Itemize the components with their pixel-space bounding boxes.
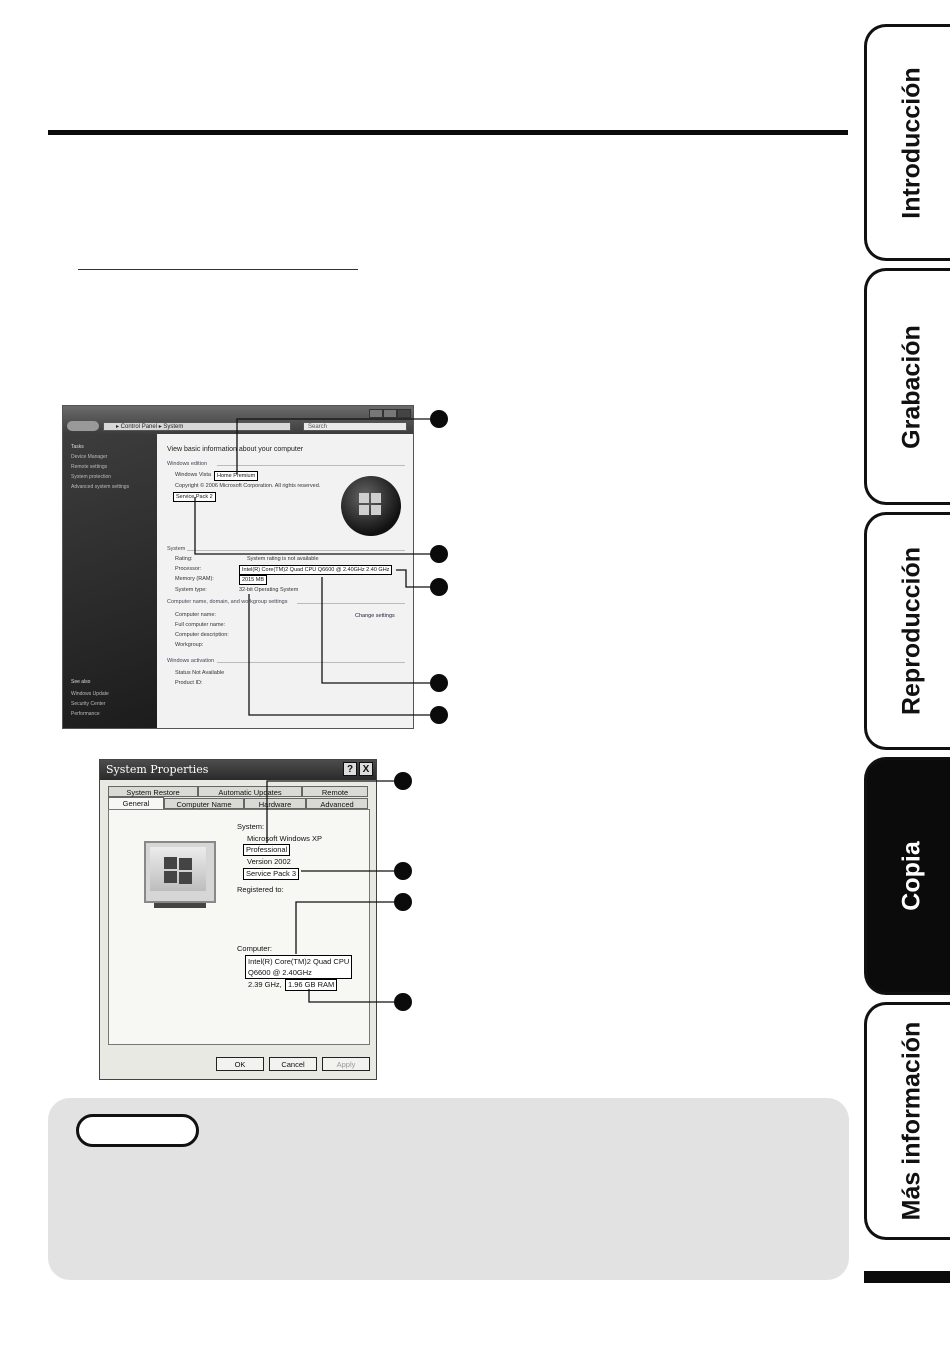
computer-label: Computer: bbox=[237, 944, 273, 953]
help-icon[interactable]: ? bbox=[343, 762, 357, 776]
tab-system-restore[interactable]: System Restore bbox=[108, 786, 198, 797]
tab-introduccion[interactable] bbox=[864, 24, 950, 261]
close-icon[interactable] bbox=[397, 409, 411, 418]
divider bbox=[187, 550, 405, 551]
tab-label: Reproducción bbox=[897, 546, 925, 716]
system-type-value: 32-bit Operating System bbox=[239, 587, 299, 593]
sidebar-item-performance[interactable]: Performance bbox=[71, 711, 100, 717]
vista-title-bar bbox=[63, 406, 413, 434]
windows-logo-icon bbox=[341, 476, 401, 536]
callout-marker bbox=[430, 674, 448, 692]
callout-marker bbox=[430, 545, 448, 563]
close-icon[interactable]: X bbox=[359, 762, 373, 776]
tab-general[interactable]: General bbox=[108, 797, 164, 810]
cpu-line-1: Intel(R) Core(TM)2 Quad CPU bbox=[248, 957, 350, 966]
maximize-icon[interactable] bbox=[383, 409, 397, 418]
registered-label: Registered to: bbox=[237, 885, 284, 894]
tab-label: Copia bbox=[897, 841, 925, 911]
address-bar[interactable]: ▸ Control Panel ▸ System bbox=[103, 422, 291, 431]
search-input[interactable]: Search bbox=[303, 422, 407, 431]
vista-system-screenshot bbox=[62, 405, 414, 729]
callout-marker bbox=[430, 410, 448, 428]
tab-copia[interactable] bbox=[864, 757, 950, 995]
workgroup-label: Workgroup: bbox=[175, 642, 204, 648]
cpu-speed: 2.39 GHz, bbox=[248, 980, 282, 989]
description-label: Computer description: bbox=[175, 632, 229, 638]
tab-hardware[interactable]: Hardware bbox=[244, 798, 306, 809]
callout-marker bbox=[394, 862, 412, 880]
callout-marker bbox=[430, 706, 448, 724]
activation-heading: Windows activation bbox=[167, 658, 215, 664]
computer-name-label: Computer name: bbox=[175, 612, 216, 618]
top-rule bbox=[48, 130, 848, 135]
sidebar-item-device-manager[interactable]: Device Manager bbox=[71, 454, 108, 460]
system-label: System: bbox=[237, 822, 265, 831]
tab-computer-name[interactable]: Computer Name bbox=[164, 798, 244, 809]
tab-bar bbox=[864, 1271, 950, 1283]
windows-flag-icon bbox=[359, 493, 383, 517]
back-forward-icon[interactable] bbox=[67, 421, 99, 431]
cpu-box bbox=[245, 955, 352, 979]
divider bbox=[297, 603, 405, 604]
edition-label: Windows Vista bbox=[175, 472, 211, 478]
callout-marker bbox=[394, 772, 412, 790]
change-settings-link[interactable]: Change settings bbox=[355, 613, 395, 619]
edition-value: Home Premium bbox=[214, 471, 258, 481]
processor-value: Intel(R) Core(TM)2 Quad CPU Q6600 @ 2.40GHz 2.40 GHz bbox=[239, 565, 392, 575]
apply-button[interactable]: Apply bbox=[322, 1057, 370, 1071]
subheading-rule bbox=[78, 269, 358, 270]
monitor-base bbox=[154, 903, 206, 908]
note-label-pill bbox=[76, 1114, 199, 1147]
divider bbox=[217, 465, 405, 466]
copyright-text: Copyright © 2006 Microsoft Corporation. All rights reserved. bbox=[175, 483, 321, 489]
ok-button[interactable]: OK bbox=[216, 1057, 264, 1071]
system-type-label: System type: bbox=[175, 587, 207, 593]
sidebar-item-windows-update[interactable]: Windows Update bbox=[71, 691, 109, 697]
window-title: System Properties bbox=[106, 763, 209, 776]
tab-mas-informacion[interactable] bbox=[864, 1002, 950, 1240]
callout-marker bbox=[394, 893, 412, 911]
callout-marker bbox=[394, 993, 412, 1011]
edition-heading: Windows edition bbox=[167, 461, 208, 467]
tab-reproduccion[interactable] bbox=[864, 512, 950, 750]
product-id-label: Product ID: bbox=[175, 680, 203, 686]
divider bbox=[217, 662, 405, 663]
cpu-line-2: Q6600 @ 2.40GHz bbox=[248, 968, 312, 977]
memory-value: 2015 MB bbox=[239, 575, 267, 585]
xp-system-properties-screenshot bbox=[99, 759, 377, 1080]
system-heading: System bbox=[167, 546, 186, 552]
rating-value[interactable]: System rating is not available bbox=[247, 556, 319, 562]
os-name: Microsoft Windows XP bbox=[247, 834, 323, 843]
sidebar-item-advanced-settings[interactable]: Advanced system settings bbox=[71, 484, 130, 490]
vista-service-pack: Service Pack 2 bbox=[173, 492, 216, 502]
computer-name-heading: Computer name, domain, and workgroup settings bbox=[167, 599, 288, 605]
os-version: Version 2002 bbox=[247, 857, 291, 866]
see-also-heading: See also bbox=[71, 679, 91, 685]
os-edition: Professional bbox=[243, 844, 290, 856]
sidebar-item-system-protection[interactable]: System protection bbox=[71, 474, 112, 480]
xp-title-bar bbox=[100, 760, 376, 780]
sidebar-item-remote-settings[interactable]: Remote settings bbox=[71, 464, 108, 470]
tab-label: Introducción bbox=[897, 66, 925, 219]
callout-marker bbox=[430, 578, 448, 596]
activation-status: Status Not Available bbox=[175, 670, 225, 676]
cancel-button[interactable]: Cancel bbox=[269, 1057, 317, 1071]
tab-remote[interactable]: Remote bbox=[302, 786, 368, 797]
tab-automatic-updates[interactable]: Automatic Updates bbox=[198, 786, 302, 797]
tasks-heading: Tasks bbox=[71, 444, 84, 450]
vista-sidebar bbox=[63, 434, 157, 728]
minimize-icon[interactable] bbox=[369, 409, 383, 418]
page-title: View basic information about your computer bbox=[167, 446, 304, 453]
full-name-label: Full computer name: bbox=[175, 622, 226, 628]
xp-service-pack: Service Pack 3 bbox=[243, 868, 299, 880]
tab-advanced[interactable]: Advanced bbox=[306, 798, 368, 809]
tab-label: Grabación bbox=[897, 324, 925, 449]
computer-monitor-icon bbox=[144, 841, 216, 903]
tab-label: Más información bbox=[897, 1021, 925, 1221]
rating-label: Rating: bbox=[175, 556, 193, 562]
sidebar-item-security-center[interactable]: Security Center bbox=[71, 701, 106, 707]
ram-value: 1.96 GB RAM bbox=[285, 979, 337, 991]
tab-grabacion[interactable] bbox=[864, 268, 950, 505]
memory-label: Memory (RAM): bbox=[175, 576, 214, 582]
processor-label: Processor: bbox=[175, 566, 202, 572]
